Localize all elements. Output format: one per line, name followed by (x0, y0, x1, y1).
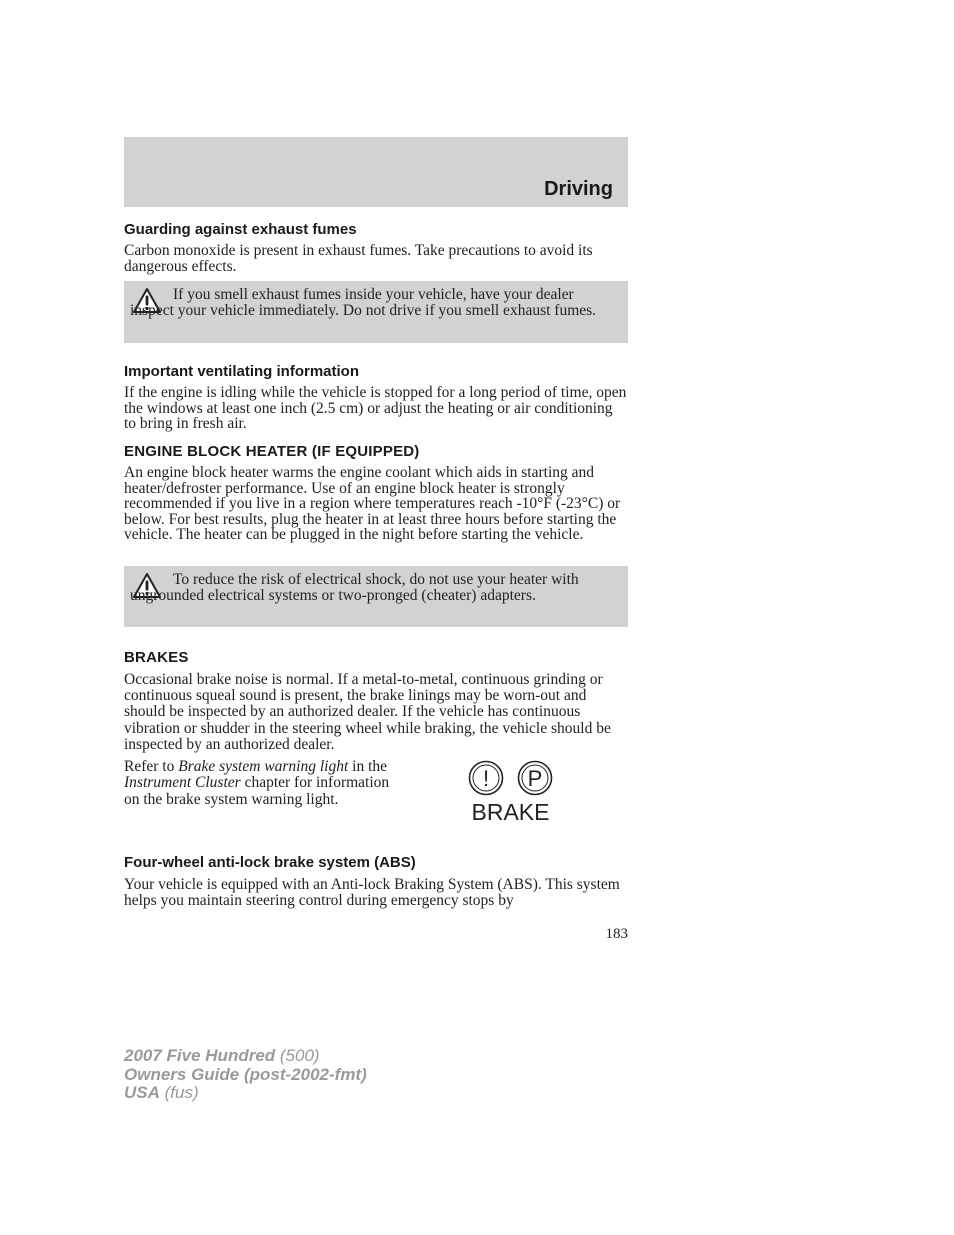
footer-line-2 (124, 1066, 367, 1085)
brake-exclamation-glyph: ! (482, 766, 490, 791)
brakes-refer-text (124, 759, 394, 808)
chapter-title: Driving (544, 178, 613, 200)
footer-line-1 (124, 1047, 367, 1066)
exhaust-body: Carbon monoxide is present in exhaust fumes. Take precautions to avoid its dangerous effects. (124, 242, 593, 275)
engine-heater-warning-text: To reduce the risk of electrical shock, do not use your heater with ungrounded electrical systems or two-pronged (cheater) adapters. (130, 571, 579, 604)
footer-line-3 (124, 1084, 367, 1103)
abs-heading: Four-wheel anti-lock brake system (ABS) (124, 854, 416, 871)
parking-p-glyph: P (527, 766, 543, 791)
refer-mid: in the (348, 758, 388, 775)
exhaust-warning-text: If you smell exhaust fumes inside your vehicle, have your dealer inspect your vehicle immediately. Do not drive if you smell exhaust fumes. (130, 286, 597, 319)
engine-heater-heading: ENGINE BLOCK HEATER (IF EQUIPPED) (124, 443, 420, 460)
footer-model: 2007 Five Hundred (124, 1046, 276, 1065)
brake-warning-icon (463, 760, 558, 826)
exhaust-warning-box (124, 281, 628, 343)
footer-guide: Owners Guide (post-2002-fmt) (124, 1064, 367, 1084)
brakes-heading: BRAKES (124, 649, 189, 666)
ventilating-body: If the engine is idling while the vehicle is stopped for a long period of time, open the windows at least one inch (2.5 cm) or adjust the heating or air conditioning to bring in fresh air. (124, 384, 627, 432)
page-number: 183 (605, 926, 628, 942)
refer-prefix: Refer to (124, 758, 179, 775)
exhaust-heading: Guarding against exhaust fumes (124, 221, 357, 238)
brakes-body: Occasional brake noise is normal. If a metal-to-metal, continuous grinding or continuous squeal sound is present, the brake linings may be worn-out and should be inspected by an authorized dealer. If the vehicle has continuous vibration or shudder in the steering wheel while braking, the vehicle should be inspected by an authorized dealer. (124, 671, 611, 753)
document-footer (124, 1047, 367, 1103)
engine-heater-body: An engine block heater warms the engine coolant which aids in starting and heater/defroster performance. Use of an engine block heater is strongly recommended if you live in a region where temperatures reach -10°F (-23°C) or below. For best results, plug the heater in at least three hours before starting the vehicle. The heater can be plugged in the night before starting the vehicle. (124, 464, 621, 543)
abs-body: Your vehicle is equipped with an Anti-lock Braking System (ABS). This system helps you maintain steering control during emergency stops by (124, 876, 620, 909)
refer-brake-warning-light: Brake system warning light (178, 758, 349, 775)
engine-heater-warning-box (124, 566, 628, 627)
chapter-header (124, 137, 628, 207)
footer-market-code: (fus) (159, 1083, 199, 1102)
footer-market: USA (124, 1083, 160, 1102)
footer-model-code: (500) (275, 1046, 320, 1065)
ventilating-heading: Important ventilating information (124, 363, 359, 380)
refer-instrument-cluster: Instrument Cluster (124, 774, 241, 792)
refer-suffix: chapter for information on the brake system warning light. (124, 774, 390, 808)
brake-label: BRAKE (471, 799, 550, 825)
